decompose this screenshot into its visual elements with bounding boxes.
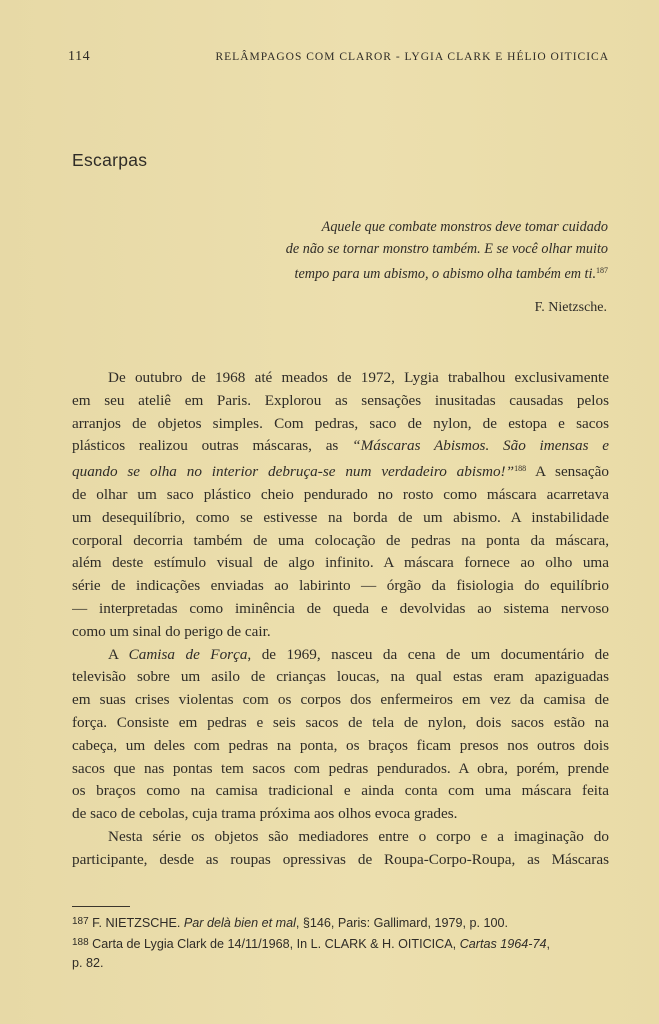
text-line (72, 644, 609, 667)
text-line (72, 435, 609, 458)
text-line (72, 458, 609, 484)
text-run: A (108, 645, 129, 663)
work-title-italic: Camisa de Força (128, 645, 248, 663)
footnote-text: F. NIETZSCHE. (88, 916, 184, 930)
footnote-title: Par delà bien et mal (183, 916, 296, 930)
text-line: um desequilíbrio, como se estivesse na borda de um abismo. A instabilidade (72, 508, 609, 526)
epigraph-line-text: tempo para um abismo, o abismo olha também em ti. (294, 266, 596, 282)
footnote-number: 187 (72, 916, 89, 927)
paragraph (72, 644, 609, 826)
text-line: força. Consiste em pedras e seis sacos de tela de nylon, dois sacos estão na (72, 713, 609, 731)
footnote-ref: 188 (514, 464, 527, 474)
text-run: , de 1969, nasceu da cena de um documentário de (247, 645, 609, 663)
footnote-text: , §146, Paris: Gallimard, 1979, p. 100. (295, 916, 508, 930)
text-line: sacos que nas pontas tem sacos com pedras pendurados. A obra, porém, prende (72, 759, 609, 777)
footnote (72, 912, 609, 933)
text-line: como um sinal do perigo de cair. (72, 622, 271, 640)
text-line: arranjos de objetos simples. Com pedras, saco de nylon, de estopa e sacos (72, 414, 609, 432)
text-run: plásticos realizou outras máscaras, as (72, 437, 353, 455)
paragraph (72, 367, 609, 644)
footnote-continuation: p. 82. (72, 956, 104, 970)
paragraph (72, 826, 609, 872)
text-run: A sensação (526, 463, 609, 481)
text-line: — interpretadas como iminência de queda e devolvidas ao sistema nervoso (72, 599, 609, 617)
page-number: 114 (68, 49, 91, 64)
text-line: Nesta série os objetos são mediadores entre o corpo e a imaginação do (108, 827, 609, 845)
footnote-text: , (546, 937, 550, 951)
text-line: corporal decorria também de uma colocação de pedras na ponta da máscara, (72, 531, 609, 549)
quote-italic: “Máscaras Abismos. São imensas e (352, 437, 609, 455)
footnote-text: Carta de Lygia Clark de 14/11/1968, In L. CLARK & H. OITICICA, (88, 937, 460, 951)
text-line: cabeça, um deles com pedras na ponta, os braços ficam presos nos outros dois (72, 736, 609, 754)
epigraph-line: Aquele que combate monstros deve tomar cuidado (321, 219, 608, 235)
text-line: em seu ateliê em Paris. Explorou as sensações inusitadas causadas pelos (72, 391, 609, 409)
footnote-number: 188 (72, 937, 89, 948)
epigraph-attribution: F. Nietzsche. (534, 300, 607, 315)
text-line: de saco de cebolas, cuja trama próxima aos olhos evoca grades. (72, 805, 458, 823)
footnotes (72, 912, 609, 973)
text-line: televisão sobre um asilo de crianças loucas, na qual estas eram apaziguadas (72, 668, 609, 686)
body-text (72, 367, 609, 872)
epigraph-line: de não se tornar monstro também. E se você olhar muito (285, 241, 608, 257)
text-line: De outubro de 1968 até meados de 1972, Lygia trabalhou exclusivamente (108, 369, 609, 386)
text-line: além deste estímulo visual de algo infinito. A máscara fornece ao olho uma (72, 554, 609, 572)
footnote-divider (72, 906, 130, 907)
running-title: RELÂMPAGOS COM CLAROR - LYGIA CLARK E HÉLIO OITICICA (215, 51, 609, 63)
text-line: participante, desde as roupas opressivas de Roupa-Corpo-Roupa, as Máscaras (72, 850, 609, 868)
epigraph-line (240, 260, 608, 285)
text-line: os braços como na camisa tradicional e ainda conta com uma máscara feita (72, 782, 609, 800)
section-title: Escarpas (72, 150, 148, 170)
footnote (72, 933, 609, 954)
footnote-ref: 187 (596, 266, 608, 275)
footnote-title: Cartas 1964-74 (459, 937, 547, 951)
text-line: série de indicações enviadas ao labirinto — órgão da fisiologia do equilíbrio (72, 577, 609, 595)
text-line: de olhar um saco plástico cheio pendurado no rosto como máscara acarretava (72, 485, 609, 503)
text-line: em suas crises violentas com os corpos dos enfermeiros em vez da camisa de (72, 691, 609, 709)
quote-italic: quando se olha no interior debruça-se num verdadeiro abismo!” (72, 463, 515, 481)
epigraph (240, 216, 608, 285)
